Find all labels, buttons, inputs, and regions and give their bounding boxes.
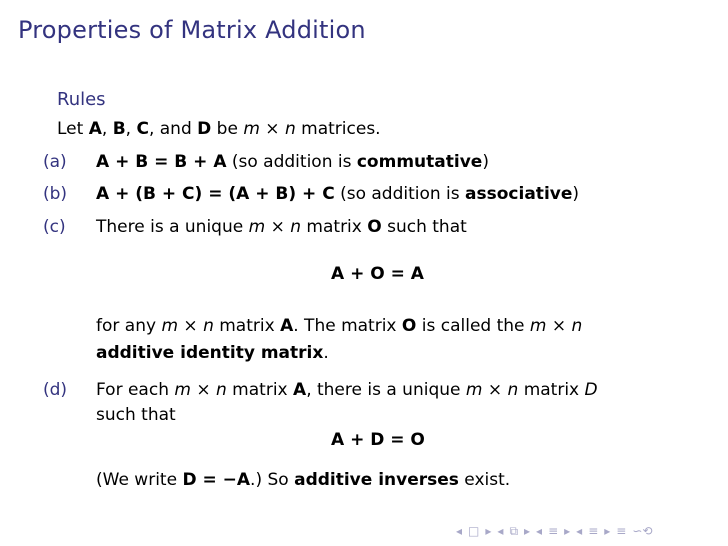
matrix-o: O <box>401 316 417 336</box>
var-m: m <box>243 119 260 139</box>
times: × <box>265 217 291 237</box>
section-left-icon[interactable]: ◂ <box>576 524 583 538</box>
text: For each <box>96 380 175 400</box>
item-a-text: (so addition is <box>226 152 357 172</box>
text: matrix <box>226 380 294 400</box>
item-c-line1 <box>96 216 467 238</box>
times: × <box>178 316 204 336</box>
item-a-math: A + B = B + A <box>96 152 227 172</box>
intro-line <box>57 118 381 140</box>
item-d-math: D = −A <box>182 470 251 490</box>
var-n: n <box>571 316 583 336</box>
item-a-text: ) <box>482 152 489 172</box>
var-n: n <box>507 380 519 400</box>
var-m: m <box>174 380 191 400</box>
text: .) So <box>250 470 295 490</box>
matrix-a: A <box>293 380 307 400</box>
text: . <box>323 343 329 363</box>
sep: , <box>125 119 137 139</box>
item-b-label: (b) <box>43 184 68 204</box>
item-b-term: associative <box>465 184 573 204</box>
text: such that <box>381 217 467 237</box>
item-c-equation: A + O = A <box>331 264 424 284</box>
item-d-line3 <box>96 469 510 491</box>
var-m: m <box>465 380 483 400</box>
text: There is a unique <box>96 217 249 237</box>
matrix-d: D <box>197 119 212 139</box>
text: . The matrix <box>293 316 402 336</box>
text: for any <box>96 316 162 336</box>
matrix-a: A <box>280 316 294 336</box>
var-m: m <box>248 217 266 237</box>
nav-left-icon[interactable]: ◂ <box>456 524 463 538</box>
var-n: n <box>290 217 302 237</box>
frame-right-icon[interactable]: ▸ <box>524 524 531 538</box>
matrix-a: A <box>88 119 102 139</box>
var-m: m <box>161 316 178 336</box>
item-b-text: (so addition is <box>334 184 466 204</box>
item-a-label: (a) <box>43 152 67 172</box>
frame-icon: ⧉ <box>509 524 519 538</box>
text: matrix <box>213 316 281 336</box>
text: , there is a unique <box>306 380 466 400</box>
var-m: m <box>529 316 547 336</box>
var-n: n <box>284 119 296 139</box>
frame-title: Properties of Matrix Addition <box>18 16 366 44</box>
text: exist. <box>458 470 511 490</box>
search-icon[interactable]: ∽⟲ <box>632 524 653 538</box>
align-icon[interactable]: ≡ <box>616 524 627 538</box>
subsection-left-icon[interactable]: ◂ <box>536 524 543 538</box>
matrix-o: O <box>367 217 382 237</box>
nav-right-icon[interactable]: ▸ <box>485 524 492 538</box>
section-right-icon[interactable]: ▸ <box>604 524 611 538</box>
nav-frame-icon: □ <box>468 524 480 538</box>
item-b-text: ) <box>572 184 580 204</box>
item-d-line2: such that <box>96 405 176 425</box>
var-n: n <box>203 316 214 336</box>
navigation-bar <box>456 524 652 539</box>
item-c-line2 <box>96 315 582 337</box>
item-c-label: (c) <box>43 217 66 237</box>
times: × <box>482 380 508 400</box>
item-d-term: additive inverses <box>294 470 459 490</box>
item-a <box>96 151 489 173</box>
intro-text: be <box>211 119 244 139</box>
item-b <box>96 183 579 205</box>
block-title: Rules <box>57 89 106 110</box>
subsection-icon: ≡ <box>548 524 559 538</box>
intro-text: matrices. <box>295 119 381 139</box>
intro-text: Let <box>57 119 89 139</box>
item-d-label: (d) <box>43 380 68 400</box>
frame-left-icon[interactable]: ◂ <box>497 524 504 538</box>
var-n: n <box>216 380 227 400</box>
text: matrix <box>301 217 368 237</box>
var-d: D <box>584 380 598 400</box>
times: × <box>546 316 572 336</box>
matrix-b: B <box>112 119 126 139</box>
matrix-c: C <box>136 119 149 139</box>
sep: , and <box>148 119 198 139</box>
times: × <box>190 380 216 400</box>
text: is called the <box>416 316 530 336</box>
item-b-math: A + (B + C) = (A + B) + C <box>96 184 335 204</box>
sep: , <box>101 119 113 139</box>
item-a-term: commutative <box>356 152 483 172</box>
section-icon: ≡ <box>588 524 599 538</box>
item-d-equation: A + D = O <box>331 430 425 450</box>
subsection-right-icon[interactable]: ▸ <box>564 524 571 538</box>
item-c-term: additive identity matrix <box>96 343 324 363</box>
item-d-line1 <box>96 379 598 401</box>
text: matrix <box>518 380 585 400</box>
times: × <box>259 119 285 139</box>
text: (We write <box>96 470 183 490</box>
item-c-line3 <box>96 342 329 364</box>
